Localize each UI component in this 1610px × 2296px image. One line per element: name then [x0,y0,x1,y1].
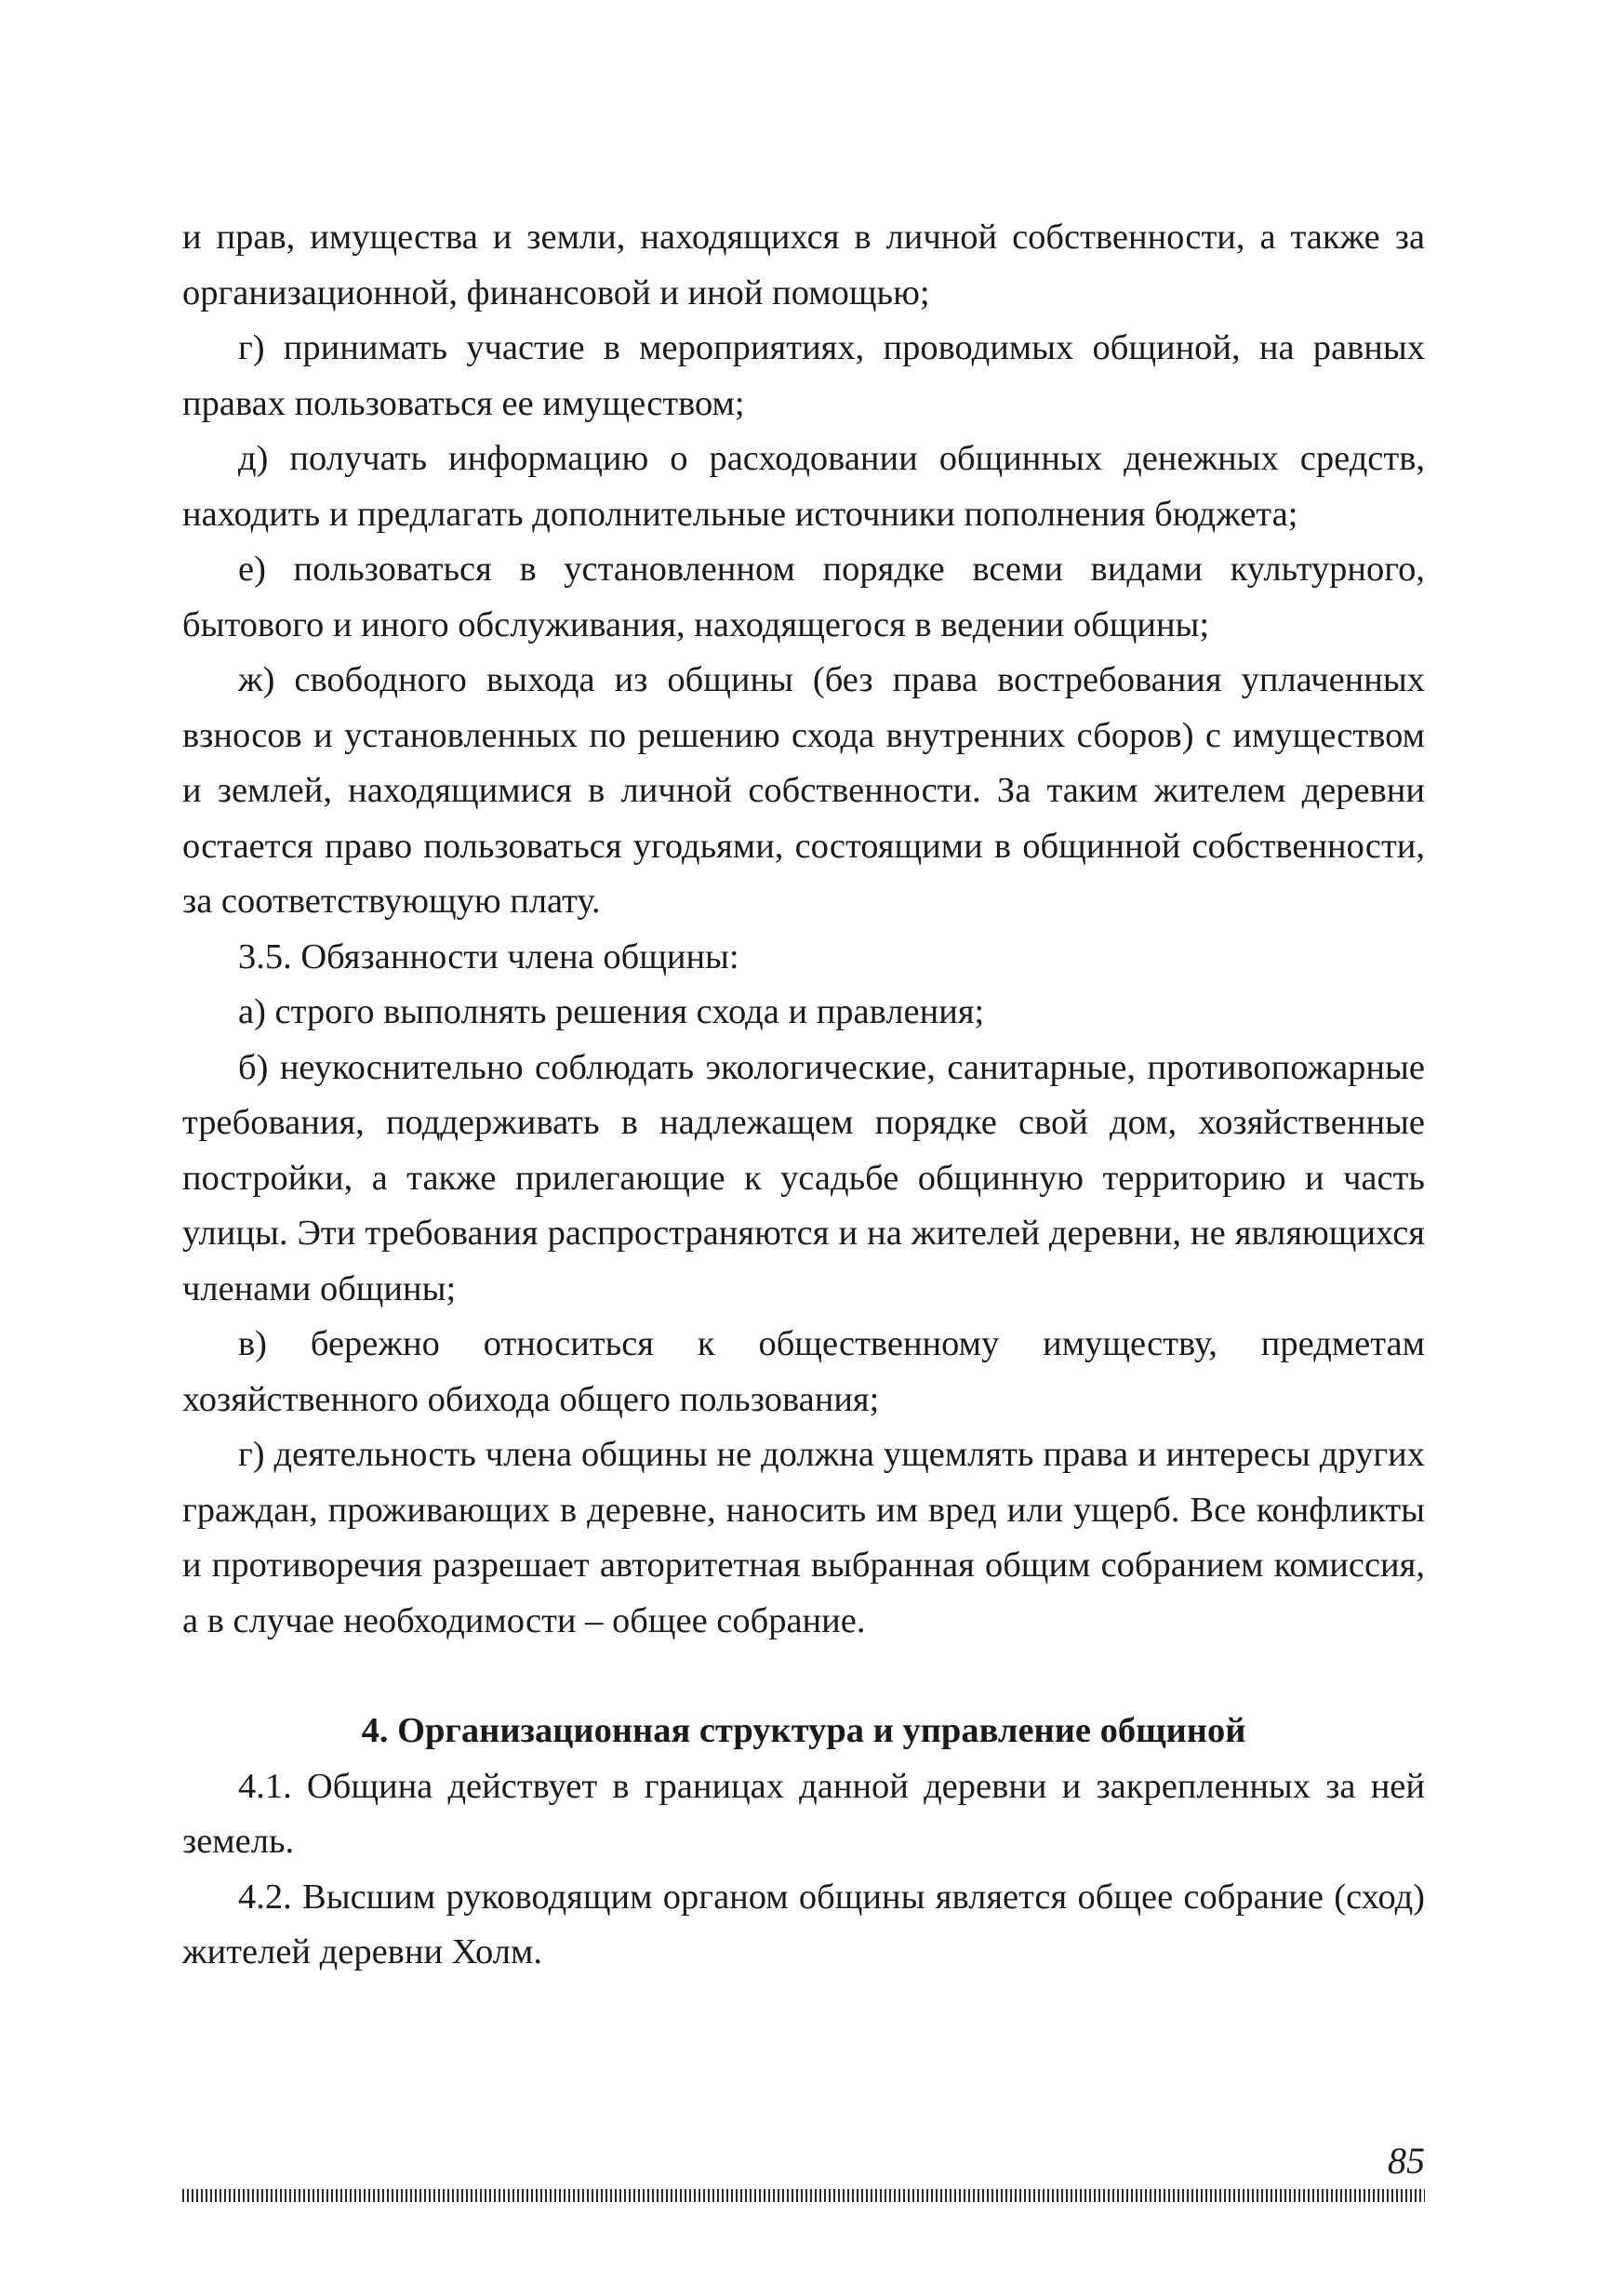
paragraph-duty-g: г) деятельность члена общины не должна ущемлять права и интересы других граждан, проживающих в деревне, наносить им вред или ущерб. Все конфликты и противоречия разрешает авторитетная выбранная общим собранием комиссия, а в случае необходимости – общее собрание. [182,1435,1425,1640]
paragraph-4-1: 4.1. Община действует в границах данной деревни и закрепленных за ней земель. [182,1766,1425,1861]
paragraph-duty-a: а) строго выполнять решения схода и правления; [238,992,985,1031]
paragraph-right-zh: ж) свободного выхода из общины (без права востребования уплаченных взносов и установленных по решению схода внутренних сборов) с имуществом и землей, находящимися в личной собственности. За таким жителем деревни остается право пользоваться угодьями, состоящими в общинной собственности, за соответствующую плату. [182,660,1425,921]
footer-rule [182,2189,1425,2202]
paragraph-right-e: е) пользоваться в установленном порядке всеми видами культурного, бытового и иного обслуживания, находящегося в ведении общины; [182,550,1425,644]
section-heading: 4. Организационная структура и управление общиной [361,1711,1246,1750]
paragraph-continuation: и прав, имущества и земли, находящихся в личной собственности, а также за организационной, финансовой и иной помощью; [182,218,1425,312]
paragraph-duty-v: в) бережно относиться к общественному имуществу, предметам хозяйственного обихода общего пользования; [182,1324,1425,1419]
paragraph-right-g: г) принимать участие в мероприятиях, проводимых общиной, на равных правах пользоваться ее имуществом; [182,328,1425,423]
page-body [182,210,1425,1981]
paragraph-4-2: 4.2. Высшим руководящим органом общины является общее собрание (сход) жителей деревни Холм. [182,1877,1425,1971]
paragraph-duties-title: 3.5. Обязанности члена общины: [238,936,739,976]
paragraph-duty-b: б) неукоснительно соблюдать экологические, санитарные, противопожарные требования, поддерживать в надлежащем порядке свой дом, хозяйственные постройки, а также прилегающие к усадьбе общинную территорию и часть улицы. Эти требования распространяются и на жителей деревни, не являющихся членами общины; [182,1047,1425,1308]
page-footer [182,2139,1425,2213]
page-number: 85 [1388,2140,1425,2182]
paragraph-right-d: д) получать информацию о расходовании общинных денежных средств, находить и предлагать дополнительные источники пополнения бюджета; [182,439,1425,534]
